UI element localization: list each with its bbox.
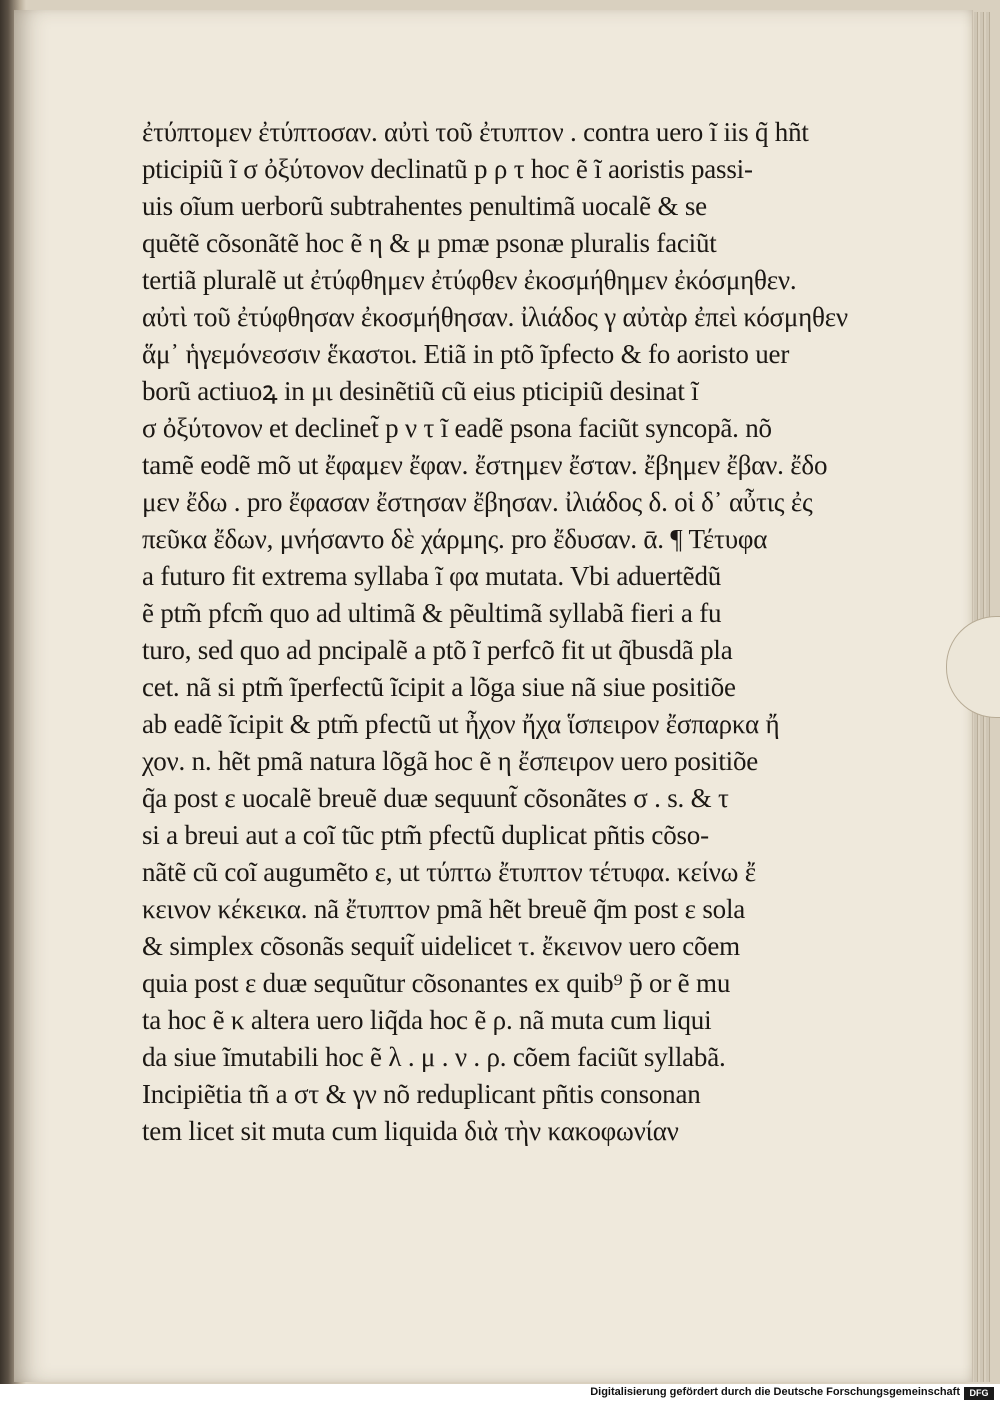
text-line: ta hoc ẽ κ altera uero liq̃da hoc ẽ ρ. nã muta cum liqui — [142, 1005, 712, 1035]
text-line: quia post ε duæ sequũtur cõsonantes ex quib⁹ p̃ or ẽ mu — [142, 968, 731, 998]
text-line: χον. n. hẽt pmã natura lõgã hoc ẽ η ἔσπειρον uero positiõe — [142, 746, 759, 776]
text-line: αὐτὶ τοῦ ἐτύφθησαν ἐκοσμήθησαν. ἰλιάδος γ αὐτὰρ ἐπεὶ κόσμηθεν — [142, 302, 848, 332]
text-line: κεινον κέκεικα. nã ἔτυπτον pmã hẽt breuẽ q̃m post ε sola — [142, 894, 746, 924]
text-line: & simplex cõsonãs sequit̃ uidelicet τ. ἔκεινον uero cõem — [142, 931, 740, 961]
text-line: borũ actiuoꝝ in μι desinẽtiũ cũ eius pticipiũ desinat ĩ — [142, 376, 699, 406]
text-line: μεν ἔδω . pro ἔφασαν ἔστησαν ἔβησαν. ἰλιάδος δ. οἱ δ᾽ αὖτις ἐς — [142, 487, 813, 517]
text-line: ἅμ᾽ ἡγεμόνεσσιν ἕκαστοι. Etiã in ptõ ĩpfecto & fo aoristo uer — [142, 339, 790, 369]
footer-bar — [0, 1384, 1000, 1404]
dfg-logo: DFG — [964, 1387, 994, 1400]
text-line: nãtẽ cũ coĩ augumẽto ε, ut τύπτω ἔτυπτον τέτυφα. κείνω ἔ — [142, 857, 756, 887]
text-line: turo, sed quo ad pncipalẽ a ptõ ĩ perfcõ fit ut q̃busdã pla — [142, 635, 733, 665]
text-line: tertiã pluralẽ ut ἐτύφθημεν ἐτύφθεν ἐκοσμήθημεν ἐκόσμηθεν. — [142, 265, 797, 295]
book-page — [14, 10, 973, 1382]
funding-credit: Digitalisierung gefördert durch die Deutsche Forschungsgemeinschaft — [590, 1386, 960, 1398]
text-line: σ ὀξύτονον et declinet̃ p ν τ ĩ eadẽ psona faciũt syncopã. nõ — [142, 413, 772, 443]
text-line: ẽ ptm̃ pfcm̃ quo ad ultimã & pẽultimã syllabã fieri a fu — [142, 598, 722, 628]
text-line: si a breui aut a coĩ tũc ptm̃ pfectũ duplicat pñtis cõso- — [142, 820, 709, 850]
text-line: q̃a post ε uocalẽ breuẽ duæ sequunt̃ cõsonãtes σ . s. & τ — [142, 783, 729, 813]
text-line: tem licet sit muta cum liquida διὰ τὴν κακοφωνίαν — [142, 1116, 679, 1146]
text-line: uis oĩum uerborũ subtrahentes penultimã uocalẽ & se — [142, 191, 707, 221]
text-line: ab eadẽ ĩcipit & ptm̃ pfectũ ut ἦχον ἤχα ἵσπειρον ἔσπαρκα ἤ — [142, 709, 780, 739]
text-line: pticipiũ ĩ σ ὀξύτονον declinatũ p ρ τ hoc ẽ ĩ aoristis passi- — [142, 154, 753, 184]
text-line: cet. nã si ptm̃ ĩperfectũ ĩcipit a lõga siue nã siue positiõe — [142, 672, 736, 702]
text-line: da siue ĩmutabili hoc ẽ λ . μ . ν . ρ. cõem faciũt syllabã. — [142, 1042, 726, 1072]
text-line: tamẽ eodẽ mõ ut ἔφαμεν ἔφαν. ἔστημεν ἔσταν. ἔβημεν ἔβαν. ἔδο — [142, 450, 828, 480]
text-line: πεῦκα ἔδων, μνήσαντο δὲ χάρμης. pro ἔδυσαν. ᾱ. ¶ Τέτυφα — [142, 524, 768, 554]
text-block — [142, 114, 848, 1150]
text-line: ἐτύπτομεν ἐτύπτοσαν. αὐτὶ τοῦ ἐτυπτον . contra uero ĩ iis q̃ hñt — [142, 117, 809, 147]
text-line: a futuro fit extrema syllaba ĩ φα mutata. Vbi aduertẽdũ — [142, 561, 722, 591]
text-line: quẽtẽ cõsonãtẽ hoc ẽ η & μ pmæ psonæ pluralis faciũt — [142, 228, 717, 258]
text-line: Incipiẽtia tñ a στ & γν nõ reduplicant pñtis consonan — [142, 1079, 701, 1109]
